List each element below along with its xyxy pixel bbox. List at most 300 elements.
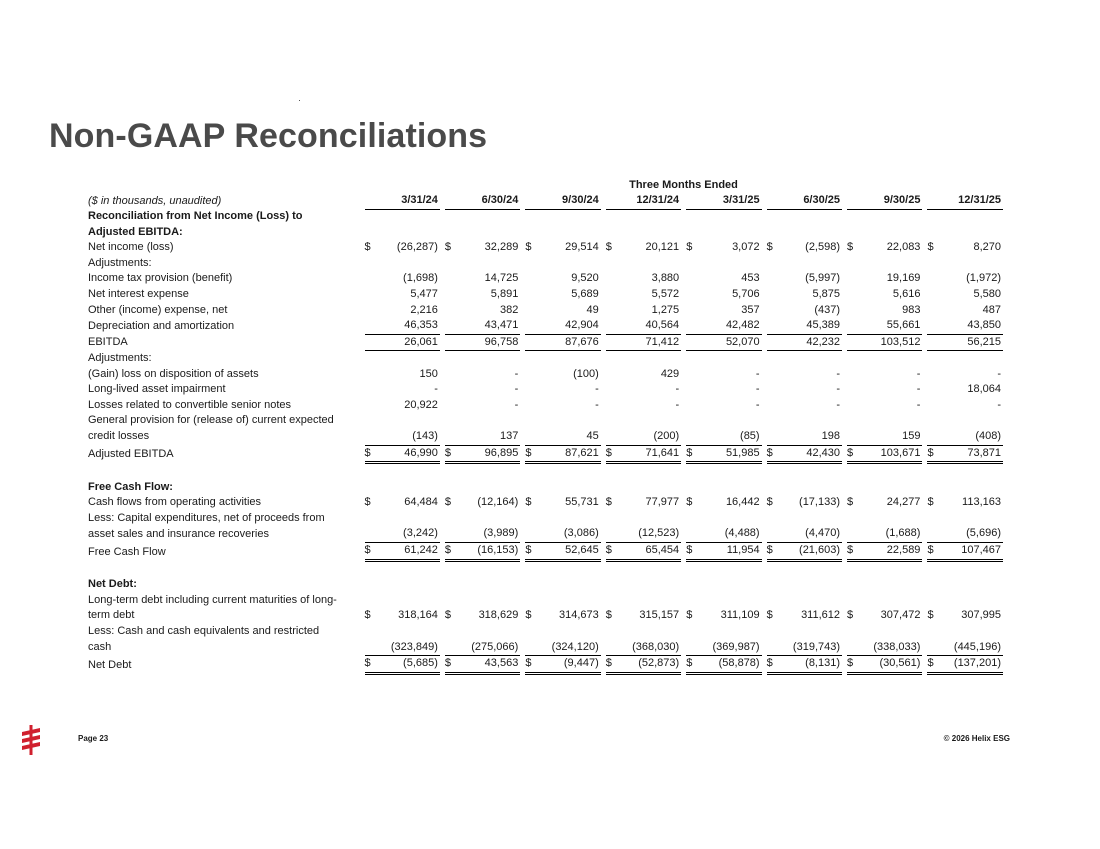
currency-symbol: $ (605, 544, 612, 557)
currency-symbol: $ (766, 657, 773, 670)
section-title (88, 577, 1003, 593)
value: (2,598) (805, 241, 841, 254)
currency-symbol: $ (525, 544, 532, 557)
currency-symbol: $ (766, 544, 773, 557)
empty-cell (767, 577, 842, 593)
currency-symbol: $ (444, 496, 452, 509)
empty-cell (365, 351, 440, 367)
value: - (836, 383, 841, 396)
empty-cell (365, 256, 440, 272)
column-header: 6/30/24 (445, 193, 520, 209)
table-row (88, 367, 1003, 383)
value: 5,477 (410, 288, 438, 301)
value-cell (606, 334, 681, 351)
value: 96,758 (484, 335, 519, 348)
value-cell (606, 495, 681, 511)
value: 55,661 (886, 319, 921, 332)
value: (12,164) (477, 496, 519, 509)
empty-cell (686, 256, 761, 272)
value-cell (847, 608, 922, 624)
empty-cell (927, 351, 1003, 367)
value: (58,878) (718, 657, 760, 670)
value-cell (927, 287, 1003, 303)
value-cell (606, 445, 681, 463)
value-cell (767, 398, 842, 414)
table-row (88, 526, 1003, 542)
empty-cell (525, 351, 600, 367)
value-cell (767, 495, 842, 511)
value-cell (847, 640, 922, 656)
table-row (88, 287, 1003, 303)
value-cell (767, 543, 842, 561)
value: - (997, 367, 1001, 380)
table-row (88, 640, 1003, 656)
value-cell (525, 429, 600, 445)
currency-symbol: $ (605, 241, 612, 254)
value: 32,289 (484, 241, 519, 254)
currency-symbol: $ (525, 446, 532, 459)
value-cell (606, 640, 681, 656)
currency-symbol: $ (847, 609, 854, 622)
value-cell (365, 640, 440, 656)
value-cell (525, 287, 600, 303)
value: - (755, 383, 760, 396)
empty-cell (847, 593, 922, 609)
value-cell (365, 429, 440, 445)
empty-cell (927, 577, 1003, 593)
value: 42,430 (806, 446, 841, 459)
empty-cell (365, 225, 440, 241)
value: 8,270 (973, 241, 1001, 254)
value-cell (445, 495, 520, 511)
value: 3,880 (651, 272, 680, 285)
value: 49 (586, 303, 599, 316)
row-label: Adjusted EBITDA (88, 448, 174, 460)
table-row (88, 271, 1003, 287)
value-cell (686, 526, 761, 542)
empty-cell (847, 480, 922, 496)
empty-cell (525, 413, 600, 429)
row-label: Free Cash Flow (88, 545, 166, 558)
empty-cell (606, 577, 681, 593)
table-row (88, 303, 1003, 319)
value: (26,287) (396, 241, 438, 254)
value-cell (847, 303, 922, 319)
row-label: Other (income) expense, net (88, 303, 228, 316)
row-label: Net income (loss) (88, 241, 174, 254)
value: (16,153) (477, 544, 519, 557)
value: (85) (740, 429, 760, 442)
empty-cell (606, 480, 681, 496)
value: (319,743) (792, 640, 841, 653)
value-cell (847, 656, 922, 674)
empty-cell (686, 511, 761, 527)
empty-cell (686, 593, 761, 609)
value-cell (445, 287, 520, 303)
value-cell (767, 240, 842, 256)
currency-symbol: $ (927, 496, 934, 509)
currency-symbol: $ (605, 609, 612, 622)
empty-cell (847, 209, 922, 225)
empty-cell (445, 593, 520, 609)
value-cell (847, 287, 922, 303)
table-row (88, 445, 1003, 463)
value: - (836, 398, 841, 411)
currency-symbol: $ (605, 496, 612, 509)
value-cell (847, 367, 922, 383)
value: 18,064 (967, 383, 1001, 396)
value-cell (365, 526, 440, 542)
currency-symbol: $ (686, 496, 693, 509)
value: 55,731 (565, 496, 599, 509)
value: (21,603) (799, 544, 841, 557)
label-row (88, 351, 1003, 367)
empty-cell (767, 351, 842, 367)
empty-cell (927, 624, 1003, 640)
value-cell (767, 334, 842, 351)
value-cell (686, 271, 761, 287)
value-cell (525, 367, 600, 383)
value: (3,242) (403, 527, 438, 540)
value-cell (847, 398, 922, 414)
value-cell (606, 271, 681, 287)
period-header: Three Months Ended (629, 179, 738, 191)
currency-symbol: $ (847, 241, 854, 254)
value-cell (365, 543, 440, 561)
value: 5,891 (490, 288, 519, 301)
value-cell (606, 398, 681, 414)
value: (1,698) (403, 272, 438, 285)
empty-cell (847, 413, 922, 429)
value-cell (686, 608, 761, 624)
page-number: Page 23 (78, 734, 109, 743)
table-row (88, 318, 1003, 334)
empty-cell (767, 413, 842, 429)
value: - (434, 383, 438, 396)
empty-cell (767, 209, 842, 225)
column-header: 3/31/25 (686, 193, 761, 209)
empty-cell (767, 593, 842, 609)
value-cell (847, 318, 922, 334)
currency-symbol: $ (766, 496, 773, 509)
empty-cell (927, 209, 1003, 225)
value: 22,589 (886, 544, 921, 557)
value-cell (606, 240, 681, 256)
row-label: credit losses (88, 430, 150, 443)
currency-symbol: $ (686, 241, 693, 254)
value-cell (927, 608, 1003, 624)
empty-cell (606, 209, 681, 225)
value-cell (767, 382, 842, 398)
spacer-row (88, 560, 1003, 577)
value: 318,629 (478, 609, 519, 622)
currency-symbol: $ (444, 657, 452, 670)
row-label: Long-lived asset impairment (88, 383, 226, 396)
row-label: Less: Capital expenditures, net of proceeds from (88, 511, 325, 524)
empty-cell (767, 480, 842, 496)
empty-cell (606, 225, 681, 241)
spacer-cell (88, 560, 1003, 577)
column-header: 12/31/25 (927, 193, 1003, 209)
value: - (755, 367, 760, 380)
empty-cell (525, 480, 600, 496)
value: 71,412 (645, 335, 680, 348)
value-cell (847, 445, 922, 463)
row-label: term debt (88, 609, 135, 622)
empty-cell (606, 511, 681, 527)
value: (143) (412, 429, 438, 442)
value: - (675, 383, 680, 396)
row-label: Net Debt (88, 658, 132, 671)
currency-symbol: $ (686, 657, 693, 670)
value: (445,196) (953, 640, 1001, 653)
value-cell (365, 367, 440, 383)
value: (1,972) (966, 272, 1001, 285)
value-cell (606, 318, 681, 334)
value: 357 (741, 303, 760, 316)
empty-cell (767, 511, 842, 527)
empty-cell (525, 209, 600, 225)
value-cell (525, 240, 600, 256)
empty-cell (767, 225, 842, 241)
value-cell (365, 271, 440, 287)
value-cell (927, 382, 1003, 398)
currency-symbol: $ (605, 446, 612, 459)
value: 5,875 (812, 288, 841, 301)
table-row (88, 656, 1003, 674)
value-cell (927, 271, 1003, 287)
currency-symbol: $ (444, 544, 452, 557)
value: 19,169 (886, 272, 921, 285)
value: 113,163 (962, 496, 1001, 509)
value: (5,696) (966, 527, 1001, 540)
row-label: Long-term debt including current maturities of long- (88, 593, 337, 606)
value-cell (525, 608, 600, 624)
currency-symbol: $ (364, 657, 371, 670)
empty-cell (365, 624, 440, 640)
value-cell (525, 318, 600, 334)
value-cell (365, 656, 440, 674)
currency-symbol: $ (766, 241, 773, 254)
currency-symbol: $ (766, 446, 773, 459)
empty-cell (525, 593, 600, 609)
currency-symbol: $ (927, 241, 934, 254)
currency-symbol: $ (927, 446, 934, 459)
value-cell (686, 287, 761, 303)
value-cell (686, 495, 761, 511)
currency-symbol: $ (364, 544, 371, 557)
row-label: (Gain) loss on disposition of assets (88, 367, 259, 380)
value-cell (525, 382, 600, 398)
currency-symbol: $ (364, 609, 371, 622)
value-cell (525, 656, 600, 674)
value-cell (525, 445, 600, 463)
value-cell (927, 240, 1003, 256)
empty-cell (927, 256, 1003, 272)
value: (52,873) (638, 657, 680, 670)
value-cell (365, 445, 440, 463)
label-row-continued (88, 593, 1003, 609)
value-cell (767, 608, 842, 624)
value: - (514, 398, 519, 411)
empty-cell (847, 225, 922, 241)
value: 96,895 (484, 446, 519, 459)
value: 107,467 (961, 544, 1001, 557)
currency-symbol: $ (525, 496, 532, 509)
section-title (88, 225, 1003, 241)
value-cell (365, 495, 440, 511)
empty-cell (686, 480, 761, 496)
empty-cell (606, 593, 681, 609)
value: 16,442 (725, 496, 760, 509)
row-label: Free Cash Flow: (88, 480, 173, 493)
value: (1,688) (885, 527, 921, 540)
row-label: Adjustments: (88, 256, 152, 269)
value-cell (847, 334, 922, 351)
value-cell (445, 303, 520, 319)
row-label: cash (88, 641, 112, 654)
column-header: 6/30/25 (767, 193, 842, 209)
value-cell (525, 303, 600, 319)
empty-cell (445, 511, 520, 527)
currency-symbol: $ (364, 446, 371, 459)
value-cell (525, 334, 600, 351)
value-cell (606, 367, 681, 383)
value: 487 (982, 303, 1001, 316)
value: 382 (499, 303, 519, 316)
value: 453 (741, 272, 760, 285)
empty-cell (927, 593, 1003, 609)
empty-cell (445, 225, 520, 241)
value-cell (365, 318, 440, 334)
value: (368,030) (632, 640, 680, 653)
currency-symbol: $ (686, 544, 693, 557)
row-label: General provision for (release of) current expected (88, 414, 334, 427)
value-cell (767, 526, 842, 542)
section-title (88, 480, 1003, 496)
empty-cell (847, 351, 922, 367)
value: (12,523) (638, 527, 680, 540)
value: 2,216 (410, 303, 438, 316)
empty-cell (927, 511, 1003, 527)
table-row (88, 543, 1003, 561)
row-label: Net interest expense (88, 288, 189, 301)
value-cell (445, 429, 520, 445)
value: 42,904 (565, 319, 599, 332)
value: 103,671 (880, 446, 921, 459)
row-label: asset sales and insurance recoveries (88, 527, 269, 540)
value: 52,070 (725, 335, 760, 348)
row-label: Depreciation and amortization (88, 319, 235, 332)
empty-cell (525, 577, 600, 593)
value: 20,121 (645, 241, 680, 254)
table-row (88, 334, 1003, 351)
value: (369,987) (712, 640, 760, 653)
value: 429 (660, 367, 680, 380)
empty-cell (365, 577, 440, 593)
value: 51,985 (725, 446, 760, 459)
value-cell (767, 445, 842, 463)
value: 22,083 (886, 241, 921, 254)
currency-symbol: $ (444, 241, 452, 254)
value-cell (686, 429, 761, 445)
value: 307,472 (880, 609, 921, 622)
empty-cell (525, 511, 600, 527)
value: 24,277 (886, 496, 921, 509)
table-row (88, 429, 1003, 445)
currency-symbol: $ (605, 657, 612, 670)
value: (323,849) (390, 640, 438, 653)
value-cell (767, 303, 842, 319)
value-cell (686, 640, 761, 656)
row-label: Less: Cash and cash equivalents and restricted (88, 625, 320, 638)
empty-cell (445, 209, 520, 225)
value: 5,580 (973, 288, 1001, 301)
row-label: Reconciliation from Net Income (Loss) to (88, 210, 303, 223)
value-cell (927, 526, 1003, 542)
value: 20,922 (404, 398, 438, 411)
decorative-dot (299, 100, 300, 101)
value: 103,512 (880, 335, 921, 348)
empty-cell (445, 351, 520, 367)
value: 87,676 (565, 335, 599, 348)
value: 46,353 (404, 319, 438, 332)
currency-symbol: $ (364, 496, 371, 509)
value: 3,072 (732, 241, 760, 254)
value-cell (847, 429, 922, 445)
empty-cell (686, 225, 761, 241)
currency-symbol: $ (847, 446, 854, 459)
units-label: ($ in thousands, unaudited) (88, 194, 222, 207)
value-cell (927, 543, 1003, 561)
value: - (755, 398, 760, 411)
empty-cell (767, 624, 842, 640)
value-cell (445, 334, 520, 351)
value-cell (686, 382, 761, 398)
column-header: 9/30/25 (847, 193, 922, 209)
value: 52,645 (565, 544, 599, 557)
table-body (88, 209, 1003, 673)
empty-cell (767, 256, 842, 272)
value: (5,997) (805, 272, 841, 285)
value: - (997, 398, 1001, 411)
currency-symbol: $ (525, 241, 532, 254)
empty-cell (606, 351, 681, 367)
currency-symbol: $ (686, 609, 693, 622)
value-cell (927, 334, 1003, 351)
value: 77,977 (645, 496, 680, 509)
value: 56,215 (967, 335, 1001, 348)
value-cell (847, 543, 922, 561)
value: 311,612 (801, 609, 841, 622)
table-row (88, 608, 1003, 624)
label-row-continued (88, 624, 1003, 640)
currency-symbol: $ (766, 609, 773, 622)
value-cell (927, 398, 1003, 414)
row-label: Adjusted EBITDA: (88, 225, 183, 238)
value-cell (927, 318, 1003, 334)
value: 46,990 (404, 446, 438, 459)
value-cell (525, 271, 600, 287)
empty-cell (927, 480, 1003, 496)
value: 43,471 (484, 319, 519, 332)
value-cell (847, 382, 922, 398)
value: 42,482 (725, 319, 760, 332)
value: (200) (653, 429, 680, 442)
empty-cell (686, 624, 761, 640)
value-cell (445, 445, 520, 463)
value: 43,850 (967, 319, 1001, 332)
